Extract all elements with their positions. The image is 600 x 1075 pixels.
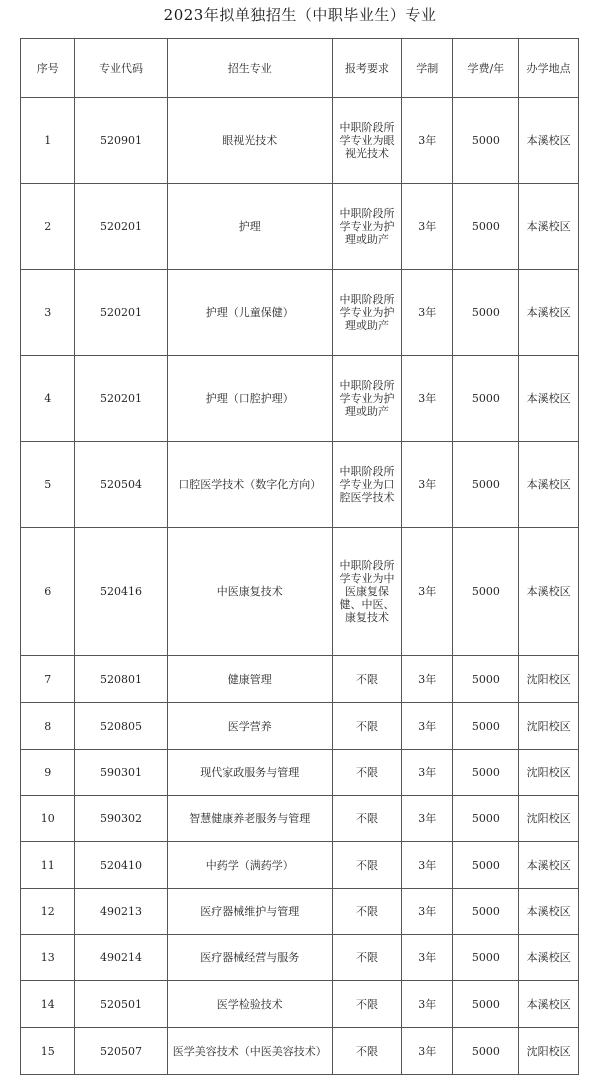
cell-code: 520201 [75,356,167,442]
cell-code: 520507 [75,1028,167,1075]
cell-seq: 5 [21,442,75,528]
table-row [21,796,579,842]
cell-duration: 3年 [402,935,453,981]
cell-duration: 3年 [402,889,453,935]
cell-code: 520901 [75,98,167,184]
cell-requirement: 不限 [332,1028,401,1075]
cell-code: 490214 [75,935,167,981]
cell-code: 590302 [75,796,167,842]
cell-major: 医学营养 [167,703,332,750]
cell-seq: 8 [21,703,75,750]
cell-major: 护理（儿童保健） [167,270,332,356]
cell-fee: 5000 [453,981,519,1028]
cell-requirement: 中职阶段所学专业为护理或助产 [332,184,401,270]
cell-duration: 3年 [402,98,453,184]
cell-major: 中药学（满药学） [167,842,332,889]
table-row [21,889,579,935]
cell-fee: 5000 [453,98,519,184]
cell-code: 520416 [75,528,167,656]
cell-location: 本溪校区 [519,442,579,528]
cell-seq: 9 [21,750,75,796]
table-row [21,935,579,981]
cell-code: 520201 [75,184,167,270]
cell-code: 520410 [75,842,167,889]
cell-major: 智慧健康养老服务与管理 [167,796,332,842]
cell-duration: 3年 [402,842,453,889]
cell-requirement: 不限 [332,935,401,981]
header-duration: 学制 [402,39,453,98]
cell-duration: 3年 [402,656,453,703]
header-major: 招生专业 [167,39,332,98]
cell-duration: 3年 [402,1028,453,1075]
enrollment-table [20,38,579,1075]
cell-duration: 3年 [402,796,453,842]
cell-fee: 5000 [453,442,519,528]
cell-fee: 5000 [453,656,519,703]
cell-location: 沈阳校区 [519,1028,579,1075]
header-code: 专业代码 [75,39,167,98]
cell-requirement: 中职阶段所学专业为护理或助产 [332,270,401,356]
cell-location: 本溪校区 [519,842,579,889]
cell-seq: 13 [21,935,75,981]
table-row [21,442,579,528]
header-location: 办学地点 [519,39,579,98]
cell-code: 520805 [75,703,167,750]
cell-major: 眼视光技术 [167,98,332,184]
cell-seq: 7 [21,656,75,703]
cell-requirement: 不限 [332,750,401,796]
cell-location: 本溪校区 [519,528,579,656]
cell-duration: 3年 [402,750,453,796]
cell-seq: 12 [21,889,75,935]
table-row [21,981,579,1028]
cell-duration: 3年 [402,703,453,750]
cell-location: 本溪校区 [519,935,579,981]
table-row [21,750,579,796]
table-row [21,842,579,889]
cell-fee: 5000 [453,703,519,750]
table-row [21,528,579,656]
cell-seq: 11 [21,842,75,889]
cell-major: 健康管理 [167,656,332,703]
cell-seq: 3 [21,270,75,356]
cell-location: 沈阳校区 [519,796,579,842]
cell-requirement: 不限 [332,796,401,842]
table-row [21,1028,579,1075]
cell-fee: 5000 [453,356,519,442]
cell-seq: 1 [21,98,75,184]
cell-major: 护理（口腔护理） [167,356,332,442]
cell-fee: 5000 [453,1028,519,1075]
cell-duration: 3年 [402,981,453,1028]
cell-fee: 5000 [453,842,519,889]
cell-requirement: 不限 [332,703,401,750]
cell-requirement: 中职阶段所学专业为眼视光技术 [332,98,401,184]
cell-seq: 15 [21,1028,75,1075]
table-row [21,184,579,270]
cell-seq: 2 [21,184,75,270]
cell-requirement: 不限 [332,842,401,889]
cell-location: 本溪校区 [519,889,579,935]
cell-major: 医疗器械维护与管理 [167,889,332,935]
cell-location: 本溪校区 [519,184,579,270]
cell-location: 沈阳校区 [519,656,579,703]
cell-duration: 3年 [402,442,453,528]
cell-requirement: 不限 [332,889,401,935]
cell-location: 沈阳校区 [519,703,579,750]
cell-duration: 3年 [402,528,453,656]
cell-code: 520504 [75,442,167,528]
cell-fee: 5000 [453,796,519,842]
cell-seq: 10 [21,796,75,842]
table-row [21,703,579,750]
header-requirement: 报考要求 [332,39,401,98]
cell-code: 590301 [75,750,167,796]
cell-location: 本溪校区 [519,98,579,184]
table-row [21,656,579,703]
cell-major: 口腔医学技术（数字化方向） [167,442,332,528]
cell-location: 本溪校区 [519,981,579,1028]
table-row [21,356,579,442]
cell-major: 护理 [167,184,332,270]
cell-code: 520501 [75,981,167,1028]
header-seq: 序号 [21,39,75,98]
cell-fee: 5000 [453,889,519,935]
table-body [21,98,579,1075]
cell-duration: 3年 [402,356,453,442]
header-row [21,39,579,98]
cell-fee: 5000 [453,935,519,981]
cell-fee: 5000 [453,750,519,796]
table-row [21,270,579,356]
cell-requirement: 不限 [332,981,401,1028]
cell-fee: 5000 [453,184,519,270]
cell-major: 医学检验技术 [167,981,332,1028]
cell-major: 中医康复技术 [167,528,332,656]
cell-major: 医学美容技术（中医美容技术） [167,1028,332,1075]
page-title: 2023年拟单独招生（中职毕业生）专业 [163,6,437,24]
cell-duration: 3年 [402,184,453,270]
header-fee: 学费/年 [453,39,519,98]
cell-requirement: 不限 [332,656,401,703]
cell-major: 现代家政服务与管理 [167,750,332,796]
cell-seq: 14 [21,981,75,1028]
table-header [21,39,579,98]
cell-code: 520801 [75,656,167,703]
cell-requirement: 中职阶段所学专业为护理或助产 [332,356,401,442]
cell-code: 490213 [75,889,167,935]
cell-seq: 4 [21,356,75,442]
table-row [21,98,579,184]
cell-seq: 6 [21,528,75,656]
cell-duration: 3年 [402,270,453,356]
cell-fee: 5000 [453,528,519,656]
cell-location: 沈阳校区 [519,750,579,796]
cell-location: 本溪校区 [519,356,579,442]
cell-major: 医疗器械经营与服务 [167,935,332,981]
cell-requirement: 中职阶段所学专业为口腔医学技术 [332,442,401,528]
cell-requirement: 中职阶段所学专业为中医康复保健、中医、康复技术 [332,528,401,656]
cell-location: 本溪校区 [519,270,579,356]
cell-fee: 5000 [453,270,519,356]
cell-code: 520201 [75,270,167,356]
